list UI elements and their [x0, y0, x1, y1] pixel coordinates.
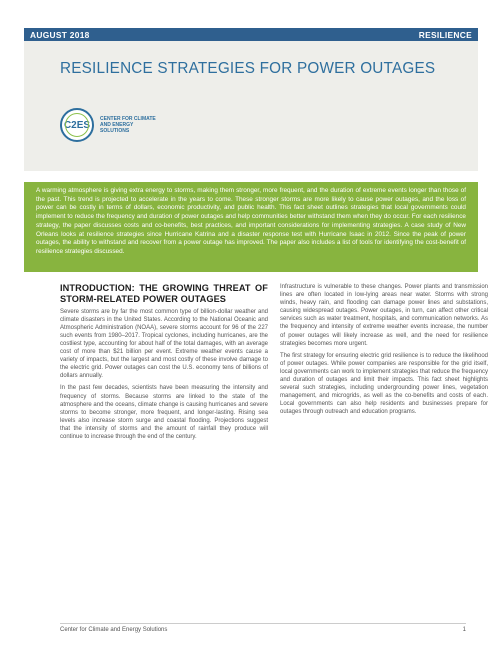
left-column	[60, 283, 268, 619]
paragraph: In the past few decades, scientists have been measuring the intensity and frequency of storms. Because storms are linked to the state of the atmosphere and the oceans, climate change is causing hurricanes and severe storms to become stronger, more frequent, and longer-lasting. Rising sea levels also increase storm surge and coastal flooding. Projections suggest that the intensity of storms and the amount of rainfall they produce will continue to increase through the end of the century.	[60, 385, 268, 440]
top-bar	[24, 28, 478, 41]
section-heading: INTRODUCTION: THE GROWING THREAT OF STORM-RELATED POWER OUTAGES	[60, 283, 268, 304]
footer-org: Center for Climate and Energy Solutions	[60, 627, 168, 633]
page-footer	[60, 623, 466, 635]
page-title: RESILIENCE STRATEGIES FOR POWER OUTAGES	[60, 60, 436, 77]
page-number: 1	[462, 627, 466, 633]
right-column	[280, 283, 488, 619]
paragraph: Severe storms are by far the most common type of billion-dollar weather and climate disasters in the United States. According to the National Oceanic and Atmospheric Administration (NOAA), severe storms account for 96 of the 227 such events from 1980–2017. Tropical cyclones, including hurricanes, are the costliest type, accounting for about half of the total damages, with an average cost of more than $21 billion per event. Extreme weather events cause a variety of impacts, but the largest and most costly of these involve damage to the electric grid. Power outages can cost the U.S. economy tens of billions of dollars annually.	[60, 308, 268, 380]
issue-date: AUGUST 2018	[30, 29, 90, 40]
organization-logo	[60, 108, 162, 142]
paragraph: The first strategy for ensuring electric grid resilience is to reduce the likelihood of power outages. While power companies are responsible for the grid itself, local governments can work to implement strategies that reduce the frequency and duration of outages and limit their impacts. This fact sheet highlights several such strategies, including undergrounding power lines, vegetation management, and microgrids, as well as the co-benefits and costs of each. Local governments can also help residents and businesses prepare for outages through outreach and education programs.	[280, 352, 488, 416]
paragraph: Infrastructure is vulnerable to these changes. Power plants and transmission lines are often located in low-lying areas near water. Storms with strong winds, heavy rain, and flooding can damage power lines and substations, causing widespread outages. Power outages, in turn, can affect other critical services such as water treatment, hospitals, and communication networks. As the frequency and intensity of extreme weather events increase, the number of power outages will likely increase as well, and the need for resilience strategies becomes more urgent.	[280, 284, 488, 347]
section-label: RESILIENCE	[418, 29, 472, 40]
logo-mark: C2ES	[60, 108, 94, 142]
logo-text: CENTER FOR CLIMATE AND ENERGY SOLUTIONS	[100, 116, 156, 134]
abstract-box: A warming atmosphere is giving extra energy to storms, making them stronger, more frequent, and the duration of extreme events longer than those of the past. This trend is projected to accelerate in the years to come. These stronger storms are more likely to cause power outages, and the loss of power can be costly in terms of dollars, economic productivity, and public health. This fact sheet outlines strategies that local governments could implement to reduce the frequency and duration of power outages and help communities better withstand them when they do occur. For each resilience strategy, the paper discusses costs and co-benefits, best practices, and important considerations for implementing strategies. A case study of New Orleans looks at resilience strategies since Hurricane Katrina and a disaster response test with Hurricane Isaac in 2012. Since the peak of power outages, the ability to withstand and recover from a power outage has improved. The paper also includes a list of tools for identifying the cost-benefit of resilience strategies discussed.	[24, 182, 478, 272]
